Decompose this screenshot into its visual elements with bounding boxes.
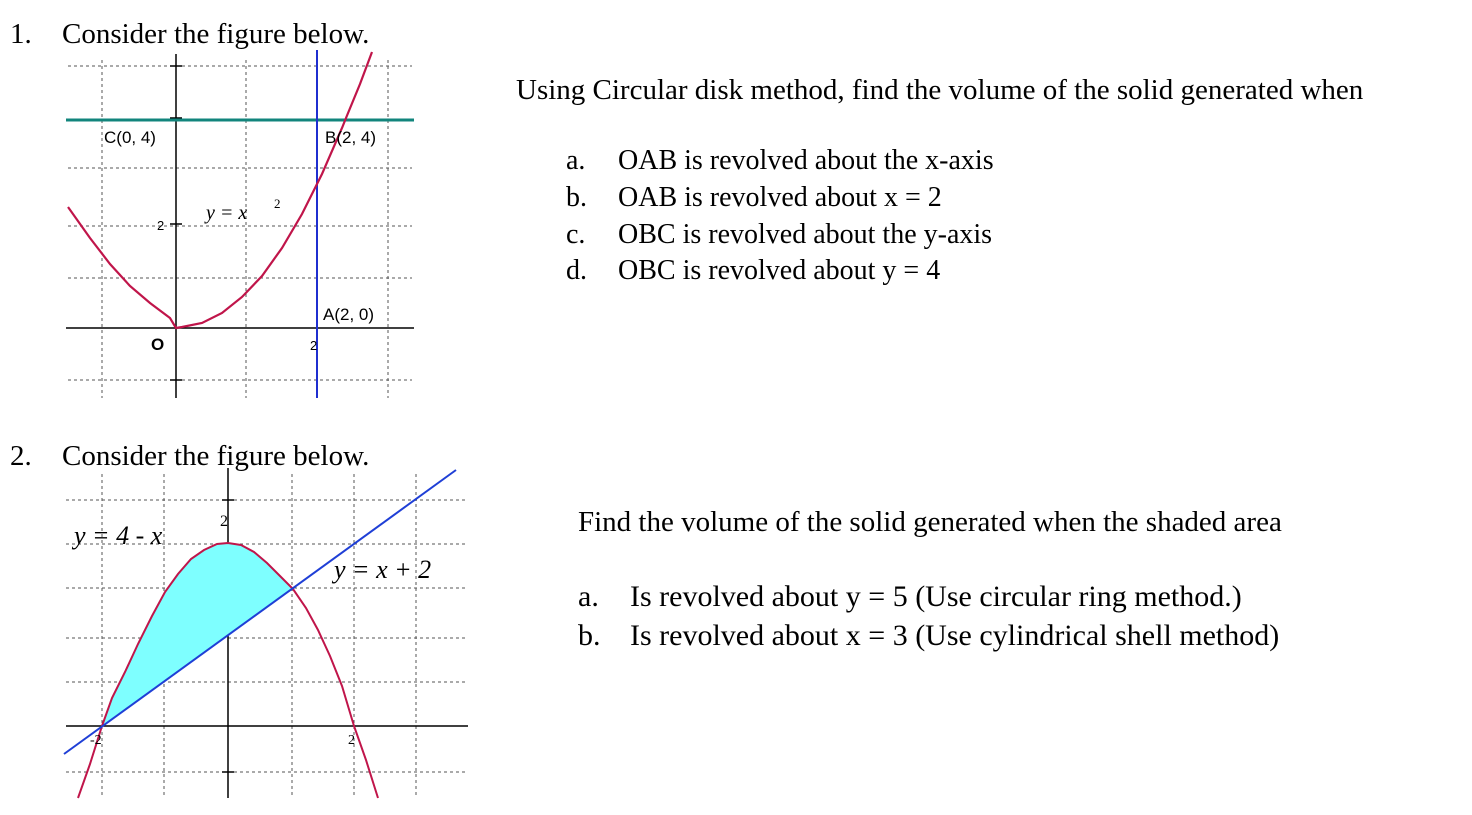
tick-label-pos2: 2 — [348, 733, 355, 748]
part-label: b. — [578, 619, 601, 652]
part-text: OAB is revolved about x = 2 — [618, 182, 942, 213]
label-B: B(2, 4) — [325, 128, 377, 147]
line-y-x-plus-2 — [64, 470, 456, 754]
part-text: Is revolved about y = 5 (Use circular ring method.) — [630, 580, 1242, 613]
problem2-figure — [60, 468, 470, 800]
problem1-prompt: Using Circular disk method, find the volume of the solid generated when — [516, 74, 1364, 106]
parabola-label: y = 4 - x — [74, 521, 163, 550]
tick-label-x2: 2 — [310, 338, 318, 353]
curve-label: y = x — [206, 202, 248, 224]
problem1-title: Consider the figure below. — [62, 18, 370, 50]
part-text: Is revolved about x = 3 (Use cylindrical shell method) — [630, 619, 1280, 652]
problem2-title: Consider the figure below. — [62, 440, 370, 472]
part-text: OBC is revolved about y = 4 — [618, 255, 941, 286]
parabola-exponent: 2 — [220, 513, 228, 530]
part-text: OBC is revolved about the y-axis — [618, 219, 993, 250]
part-label: d. — [566, 255, 587, 286]
problem2-prompt: Find the volume of the solid generated when the shaded area — [578, 506, 1282, 538]
label-O: O — [151, 335, 165, 354]
tick-label-y2: 2 — [157, 218, 165, 233]
part-label: c. — [566, 219, 586, 250]
problem2-number: 2. — [10, 440, 32, 472]
tick-label-neg2: -2 — [90, 733, 102, 748]
part-label: b. — [566, 182, 587, 213]
label-A: A(2, 0) — [323, 305, 375, 324]
grid — [68, 60, 412, 398]
problem1-figure — [60, 46, 420, 402]
part-label: a. — [578, 580, 599, 613]
part-label: a. — [566, 145, 586, 176]
curve-exponent: 2 — [274, 196, 281, 211]
label-C: C(0, 4) — [104, 128, 156, 147]
part-text: OAB is revolved about the x-axis — [618, 145, 994, 176]
parabola-y-x2 — [68, 52, 375, 328]
line-label: y = x + 2 — [334, 555, 432, 584]
problem1-number: 1. — [10, 18, 32, 50]
shaded-region — [102, 543, 293, 726]
